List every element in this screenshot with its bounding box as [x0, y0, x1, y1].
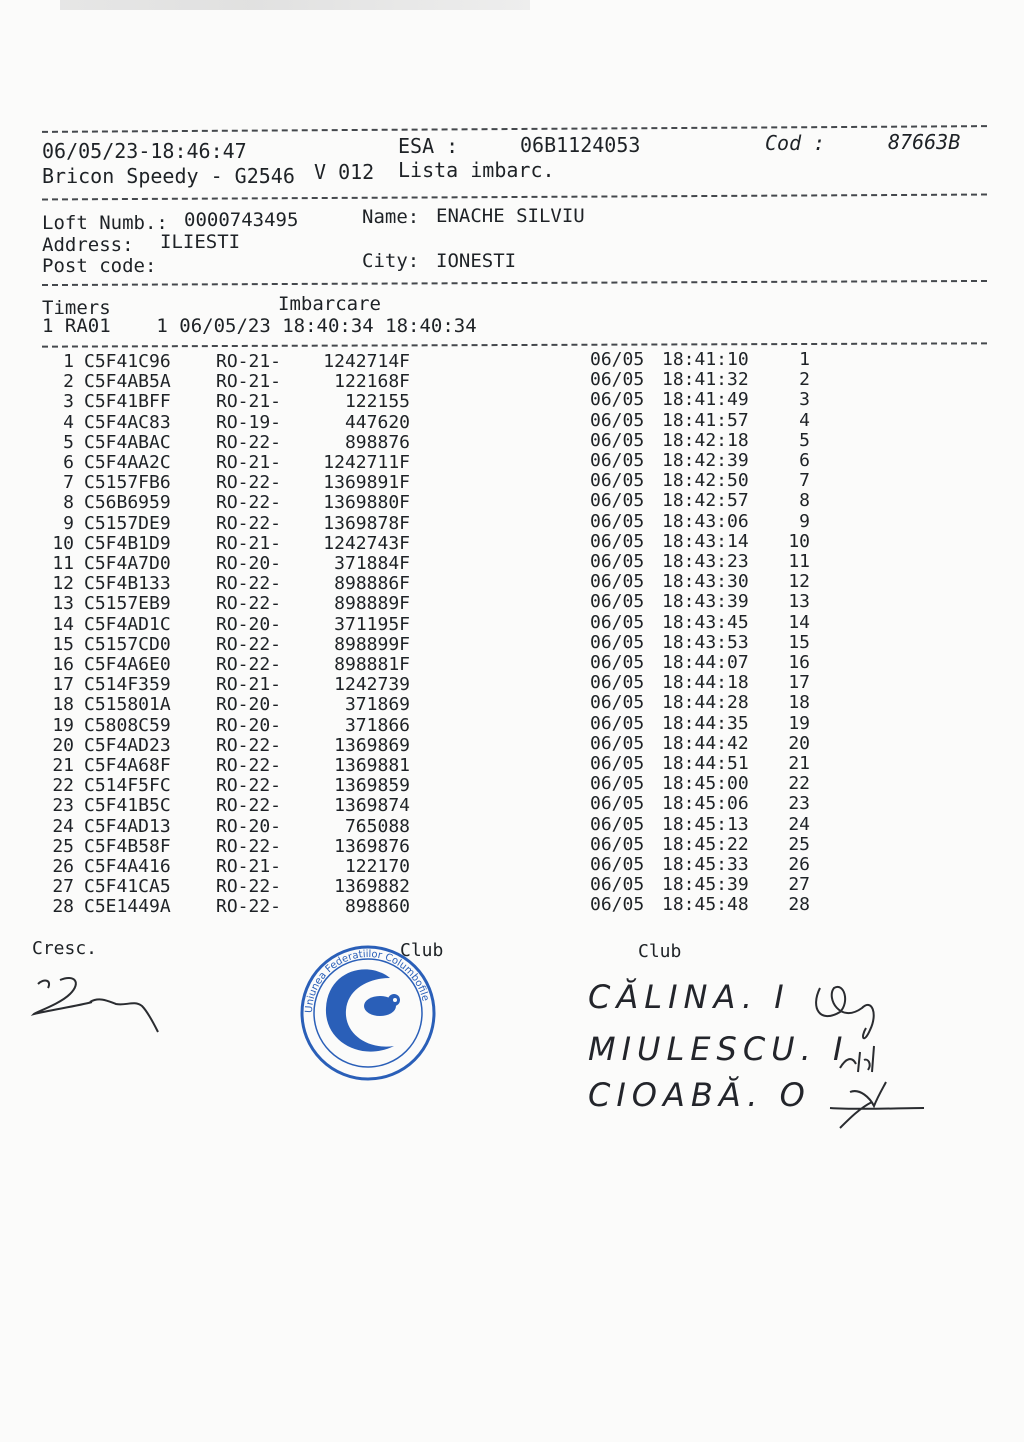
row-index: 22	[788, 773, 810, 795]
ring-number: 1369882	[334, 876, 410, 898]
chip-code: C5157DE9	[84, 512, 171, 534]
list-row	[0, 530, 1024, 554]
row-number: 19	[52, 714, 74, 736]
ring-number: 1369859	[334, 775, 410, 797]
list-row	[0, 813, 1024, 837]
ring-prefix: RO-22-	[216, 573, 282, 595]
row-index: 17	[788, 672, 810, 694]
row-number: 1	[63, 351, 74, 372]
row-number: 13	[52, 593, 74, 615]
basket-date: 06/05	[590, 894, 645, 916]
chip-code: C5F41C96	[84, 351, 171, 372]
cresc-label: Cresc.	[32, 938, 98, 959]
list-row	[0, 894, 1024, 918]
ring-number: 898886F	[334, 573, 410, 595]
divider	[42, 280, 987, 286]
row-number: 11	[52, 553, 74, 574]
basket-date: 06/05	[590, 349, 645, 370]
chip-code: C5F4AD1C	[84, 613, 171, 635]
ring-prefix: RO-21-	[216, 391, 282, 413]
list-row	[0, 551, 1024, 574]
row-index: 10	[788, 530, 810, 552]
list-row	[0, 389, 1024, 413]
list-row	[0, 349, 1024, 372]
row-number: 23	[52, 795, 74, 817]
ring-number: 371884F	[334, 553, 410, 574]
basket-time: 18:45:48	[662, 894, 749, 916]
row-number: 16	[52, 654, 74, 675]
chip-code: C5157EB9	[84, 593, 171, 615]
ring-prefix: RO-22-	[216, 654, 282, 675]
basket-time: 18:43:30	[662, 571, 749, 593]
row-number: 3	[63, 391, 74, 413]
row-number: 15	[52, 633, 74, 655]
chip-code: C5F4B58F	[84, 835, 171, 857]
ring-number: 122155	[344, 391, 410, 413]
ring-number: 1369869	[334, 734, 410, 756]
row-index: 12	[788, 571, 810, 593]
row-index: 15	[788, 631, 810, 653]
ring-number: 1242739	[334, 674, 410, 696]
row-index: 3	[799, 389, 810, 411]
ring-prefix: RO-19-	[216, 411, 282, 433]
basket-time: 18:42:57	[662, 490, 749, 512]
basket-time: 18:45:13	[662, 813, 749, 835]
basket-date: 06/05	[590, 571, 645, 593]
basket-date: 06/05	[590, 530, 645, 552]
basket-time: 18:43:53	[662, 631, 749, 653]
basket-date: 06/05	[590, 854, 645, 875]
ring-prefix: RO-22-	[216, 512, 282, 534]
row-number: 20	[52, 734, 74, 756]
row-number: 22	[52, 775, 74, 797]
ring-number: 1369880F	[323, 492, 410, 514]
basket-time: 18:45:00	[662, 773, 749, 795]
signature-calina: CĂLINA. I	[588, 978, 790, 1016]
esa-label: ESA :	[398, 134, 459, 158]
ring-prefix: RO-21-	[216, 371, 282, 393]
ring-prefix: RO-20-	[216, 815, 282, 837]
ring-prefix: RO-20-	[216, 694, 282, 716]
chip-code: C5F4B1D9	[84, 532, 171, 554]
basket-date: 06/05	[590, 672, 645, 694]
chip-code: C5F41CA5	[84, 876, 171, 898]
chip-code: C5F4AC83	[84, 411, 171, 433]
row-index: 9	[799, 510, 810, 532]
row-number: 12	[52, 573, 74, 595]
owner-name: ENACHE SILVIU	[436, 205, 585, 227]
basket-time: 18:44:42	[662, 732, 749, 754]
club-label-right: Club	[638, 941, 682, 962]
row-index: 23	[788, 793, 810, 815]
basket-date: 06/05	[590, 833, 645, 855]
list-row	[0, 429, 1024, 453]
divider	[42, 342, 987, 347]
row-number: 18	[52, 694, 74, 716]
row-index: 27	[788, 874, 810, 896]
city-value: IONESTI	[436, 250, 517, 272]
list-title: Lista imbarc.	[398, 158, 555, 182]
row-number: 14	[52, 613, 74, 635]
ring-prefix: RO-22-	[216, 431, 282, 453]
chip-code: C5F4AD13	[84, 815, 171, 837]
ring-number: 371866	[344, 714, 410, 736]
signature-scribbles	[800, 968, 930, 1138]
basket-date: 06/05	[590, 551, 645, 572]
row-number: 25	[52, 835, 74, 857]
row-index: 16	[788, 652, 810, 673]
basket-date: 06/05	[590, 813, 645, 835]
chip-code: C514F359	[84, 674, 171, 696]
row-index: 19	[788, 712, 810, 734]
chip-code: C5F4AA2C	[84, 452, 171, 473]
list-row	[0, 854, 1024, 877]
list-row	[0, 874, 1024, 898]
basket-date: 06/05	[590, 773, 645, 795]
list-row	[0, 672, 1024, 696]
basket-time: 18:43:06	[662, 510, 749, 532]
row-index: 6	[799, 450, 810, 471]
firmware-version: V 012	[314, 160, 375, 184]
ring-prefix: RO-22-	[216, 755, 282, 776]
basket-date: 06/05	[590, 793, 645, 815]
basket-date: 06/05	[590, 470, 645, 492]
ring-number: 898899F	[334, 633, 410, 655]
list-row	[0, 510, 1024, 534]
basket-date: 06/05	[590, 732, 645, 754]
ring-number: 1369874	[334, 795, 410, 817]
list-row	[0, 692, 1024, 716]
basket-time: 18:41:10	[662, 349, 749, 370]
name-label: Name:	[362, 206, 420, 228]
cod-label: Cod :	[765, 131, 826, 155]
chip-code: C514F5FC	[84, 775, 171, 797]
list-row	[0, 652, 1024, 675]
basket-date: 06/05	[590, 712, 645, 734]
ring-number: 765088	[344, 815, 410, 837]
ring-number: 447620	[344, 411, 410, 433]
divider	[42, 125, 987, 133]
list-row	[0, 450, 1024, 473]
chip-code: C5157CD0	[84, 633, 171, 655]
chip-code: C5F4B133	[84, 573, 171, 595]
chip-code: C5F4A68F	[84, 755, 171, 776]
ring-number: 1369891F	[323, 472, 410, 494]
basket-date: 06/05	[590, 450, 645, 471]
ring-number: 1369876	[334, 835, 410, 857]
chip-code: C5E1449A	[84, 896, 171, 918]
row-number: 26	[52, 856, 74, 877]
list-row	[0, 611, 1024, 635]
timers-label: Timers	[42, 297, 111, 319]
basket-time: 18:42:50	[662, 470, 749, 492]
list-row	[0, 490, 1024, 514]
list-row	[0, 793, 1024, 817]
basket-time: 18:44:51	[662, 753, 749, 774]
row-number: 27	[52, 876, 74, 898]
divider	[42, 194, 987, 201]
ring-prefix: RO-21-	[216, 856, 282, 877]
basket-time: 18:44:28	[662, 692, 749, 714]
city-label: City:	[362, 250, 420, 272]
basket-time: 18:43:45	[662, 611, 749, 633]
esa-value: 06B1124053	[520, 133, 641, 157]
chip-code: C515801A	[84, 694, 171, 716]
basket-date: 06/05	[590, 753, 645, 774]
device-name: Bricon Speedy - G2546	[42, 164, 295, 188]
ring-number: 371869	[344, 694, 410, 716]
ring-number: 122168F	[334, 371, 410, 393]
ring-prefix: RO-22-	[216, 835, 282, 857]
club-stamp	[298, 942, 438, 1084]
chip-code: C5F4A416	[84, 856, 171, 877]
list-row	[0, 571, 1024, 595]
ring-number: 1369878F	[323, 512, 410, 534]
row-number: 9	[63, 512, 74, 534]
chip-code: C5808C59	[84, 714, 171, 736]
row-index: 8	[799, 490, 810, 512]
list-row	[0, 712, 1024, 736]
chip-code: C56B6959	[84, 492, 171, 514]
ring-prefix: RO-22-	[216, 492, 282, 514]
row-index: 24	[788, 813, 810, 835]
list-row	[0, 753, 1024, 776]
row-number: 17	[52, 674, 74, 696]
basket-time: 18:43:14	[662, 530, 749, 552]
basket-date: 06/05	[590, 510, 645, 532]
basket-time: 18:45:22	[662, 833, 749, 855]
report-datetime: 06/05/23-18:46:47	[42, 139, 247, 163]
chip-code: C5157FB6	[84, 472, 171, 494]
row-number: 21	[52, 755, 74, 776]
row-index: 1	[799, 349, 810, 370]
list-row	[0, 409, 1024, 433]
basket-time: 18:42:18	[662, 429, 749, 451]
basket-time: 18:41:57	[662, 409, 749, 431]
address-value: ILIESTI	[160, 231, 241, 253]
chip-code: C5F4A6E0	[84, 654, 171, 675]
basket-date: 06/05	[590, 429, 645, 451]
basket-date: 06/05	[590, 490, 645, 512]
row-index: 21	[788, 753, 810, 774]
basket-date: 06/05	[590, 389, 645, 411]
basket-time: 18:45:06	[662, 793, 749, 815]
row-index: 20	[788, 732, 810, 754]
chip-code: C5F4AD23	[84, 734, 171, 756]
ring-number: 122170	[344, 856, 410, 877]
list-row	[0, 369, 1024, 393]
ring-number: 898876	[344, 431, 410, 453]
ring-number: 898860	[344, 896, 410, 918]
ring-number: 1369881	[334, 755, 410, 776]
list-row	[0, 591, 1024, 615]
stamp-text: Uniunea Federatiilor Columbofile	[303, 948, 431, 1014]
chip-code: C5F41BFF	[84, 391, 171, 413]
address-label: Address:	[42, 234, 134, 256]
ring-prefix: RO-22-	[216, 734, 282, 756]
list-row	[0, 732, 1024, 756]
row-index: 26	[788, 854, 810, 875]
loft-label: Loft Numb.:	[42, 212, 168, 234]
row-number: 5	[63, 431, 74, 453]
basket-date: 06/05	[590, 591, 645, 613]
list-row	[0, 470, 1024, 494]
imbarcare-label: Imbarcare	[278, 293, 381, 315]
basket-time: 18:43:39	[662, 591, 749, 613]
basket-date: 06/05	[590, 369, 645, 391]
list-row	[0, 833, 1024, 857]
row-index: 7	[799, 470, 810, 492]
list-row	[0, 773, 1024, 797]
ring-prefix: RO-20-	[216, 553, 282, 574]
signature-cioaba: CIOABĂ. O	[588, 1076, 811, 1114]
ring-number: 1242711F	[323, 452, 410, 473]
cod-value: 87663B	[888, 130, 961, 154]
signature-miulescu: MIULESCU. I	[588, 1030, 849, 1068]
ring-number: 898881F	[334, 654, 410, 675]
ring-prefix: RO-21-	[216, 452, 282, 473]
row-number: 6	[63, 452, 74, 473]
row-index: 25	[788, 833, 810, 855]
row-number: 24	[52, 815, 74, 837]
row-number: 28	[52, 896, 74, 918]
post-code-label: Post code:	[42, 255, 157, 277]
row-index: 4	[799, 409, 810, 431]
club-label-left: Club	[400, 940, 444, 961]
row-number: 7	[63, 472, 74, 494]
ring-prefix: RO-22-	[216, 593, 282, 615]
chip-code: C5F4AB5A	[84, 371, 171, 393]
basket-time: 18:41:49	[662, 389, 749, 411]
ring-prefix: RO-20-	[216, 714, 282, 736]
basket-time: 18:41:32	[662, 369, 749, 391]
ring-prefix: RO-21-	[216, 674, 282, 696]
chip-code: C5F4A7D0	[84, 553, 171, 574]
basket-time: 18:44:18	[662, 672, 749, 694]
ring-prefix: RO-22-	[216, 896, 282, 918]
basket-date: 06/05	[590, 631, 645, 653]
row-number: 2	[63, 371, 74, 393]
basket-time: 18:42:39	[662, 450, 749, 471]
row-index: 13	[788, 591, 810, 613]
row-index: 11	[788, 551, 810, 572]
row-index: 2	[799, 369, 810, 391]
ring-prefix: RO-21-	[216, 532, 282, 554]
row-index: 14	[788, 611, 810, 633]
ring-prefix: RO-22-	[216, 876, 282, 898]
chip-code: C5F41B5C	[84, 795, 171, 817]
list-row	[0, 631, 1024, 655]
breeder-signature	[30, 972, 170, 1042]
loft-number: 0000743495	[184, 209, 299, 231]
row-number: 10	[52, 532, 74, 554]
ring-prefix: RO-20-	[216, 613, 282, 635]
basket-date: 06/05	[590, 692, 645, 714]
row-number: 8	[63, 492, 74, 514]
timer-line: 1 RA01 1 06/05/23 18:40:34 18:40:34	[42, 315, 477, 337]
ring-prefix: RO-22-	[216, 472, 282, 494]
ring-number: 371195F	[334, 613, 410, 635]
basket-date: 06/05	[590, 874, 645, 896]
basket-time: 18:43:23	[662, 551, 749, 572]
ring-number: 1242714F	[323, 351, 410, 372]
row-index: 5	[799, 429, 810, 451]
row-index: 28	[788, 894, 810, 916]
row-number: 4	[63, 411, 74, 433]
basket-time: 18:44:35	[662, 712, 749, 734]
basket-date: 06/05	[590, 409, 645, 431]
chip-code: C5F4ABAC	[84, 431, 171, 453]
row-index: 18	[788, 692, 810, 714]
ring-prefix: RO-22-	[216, 795, 282, 817]
basket-time: 18:45:39	[662, 874, 749, 896]
ring-number: 1242743F	[323, 532, 410, 554]
basket-date: 06/05	[590, 652, 645, 673]
ring-prefix: RO-21-	[216, 351, 282, 372]
ring-prefix: RO-22-	[216, 633, 282, 655]
ring-number: 898889F	[334, 593, 410, 615]
basket-date: 06/05	[590, 611, 645, 633]
basket-time: 18:44:07	[662, 652, 749, 673]
ring-prefix: RO-22-	[216, 775, 282, 797]
basket-time: 18:45:33	[662, 854, 749, 875]
scan-edge-artifact	[60, 0, 530, 10]
